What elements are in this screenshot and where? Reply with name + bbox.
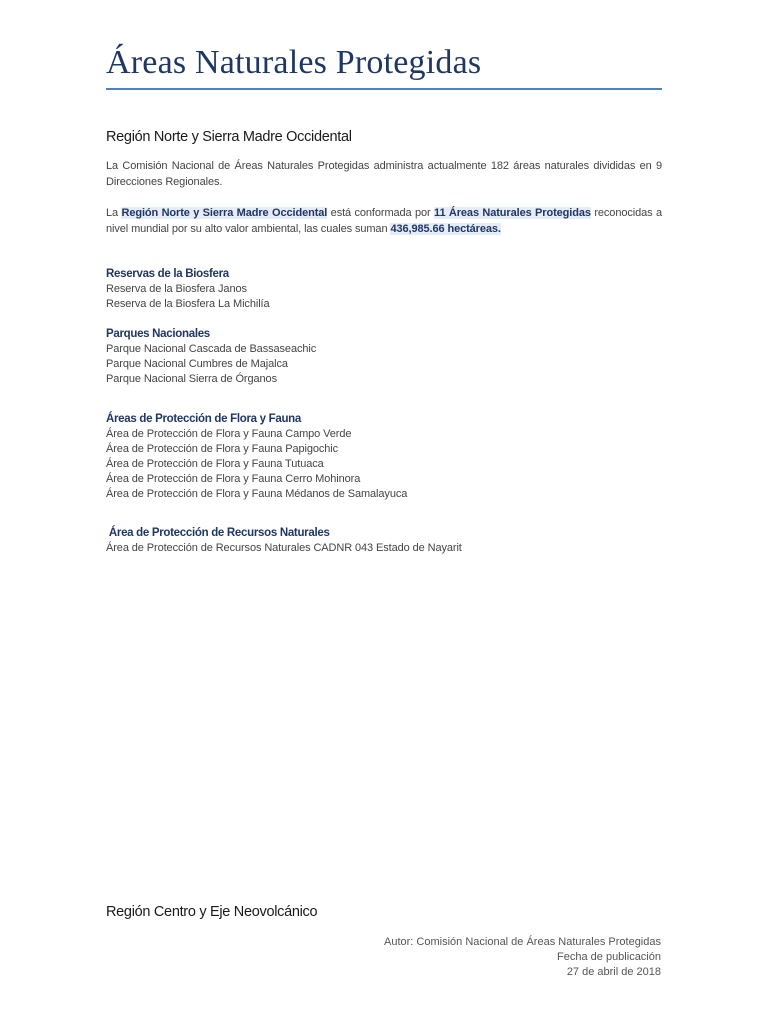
- section-heading-norte: Región Norte y Sierra Madre Occidental: [106, 129, 352, 145]
- group-parques-nacionales: [106, 327, 662, 387]
- list-item: Área de Protección de Flora y Fauna Tutuaca: [106, 458, 324, 470]
- author-line: Autor: Comisión Nacional de Áreas Naturales Protegidas: [384, 936, 661, 948]
- group-heading: Reservas de la Biosfera: [106, 268, 229, 280]
- group-heading: Parques Nacionales: [106, 328, 210, 340]
- group-flora-fauna: [106, 412, 662, 502]
- region-name-highlight: Región Norte y Sierra Madre Occidental: [121, 207, 328, 219]
- intro-paragraph: La Comisión Nacional de Áreas Naturales Protegidas administra actualmente 182 áreas naturales divididas en 9 Direcciones Regionales.: [106, 160, 662, 188]
- list-item: Reserva de la Biosfera Janos: [106, 283, 247, 295]
- group-list: [106, 541, 662, 556]
- list-item: Área de Protección de Recursos Naturales CADNR 043 Estado de Nayarit: [106, 542, 462, 554]
- group-reservas-biosfera: [106, 267, 662, 312]
- region-paragraph: [106, 205, 662, 237]
- list-item: Área de Protección de Flora y Fauna Campo Verde: [106, 428, 352, 440]
- group-list: [106, 342, 662, 387]
- title-underline: [106, 88, 662, 90]
- hectares-highlight: 436,985.66 hectáreas.: [390, 223, 501, 235]
- list-item: Parque Nacional Cascada de Bassaseachic: [106, 343, 317, 355]
- list-item: Reserva de la Biosfera La Michilía: [106, 298, 270, 310]
- group-list: [106, 427, 662, 502]
- area-count-highlight: 11 Áreas Naturales Protegidas: [434, 207, 591, 219]
- group-recursos-naturales: [106, 526, 662, 556]
- group-heading: Área de Protección de Recursos Naturales: [106, 527, 330, 539]
- publication-date: 27 de abril de 2018: [566, 966, 661, 978]
- publication-footer: [384, 935, 661, 980]
- region-text-3: reconocidas a nivel mundial por su alto valor ambiental, las cuales suman: [106, 207, 662, 235]
- group-list: [106, 282, 662, 312]
- list-item: Parque Nacional Sierra de Órganos: [106, 373, 277, 385]
- list-item: Área de Protección de Flora y Fauna Cerro Mohinora: [106, 473, 361, 485]
- list-item: Área de Protección de Flora y Fauna Papigochic: [106, 443, 339, 455]
- page-title: Áreas Naturales Protegidas: [106, 44, 482, 81]
- date-label: Fecha de publicación: [557, 951, 661, 963]
- list-item: Parque Nacional Cumbres de Majalca: [106, 358, 288, 370]
- region-text-1: La: [106, 207, 122, 219]
- section-heading-centro: Región Centro y Eje Neovolcánico: [106, 904, 318, 920]
- list-item: Área de Protección de Flora y Fauna Médanos de Samalayuca: [106, 488, 408, 500]
- region-text-2: está conformada por: [327, 207, 435, 219]
- group-heading: Áreas de Protección de Flora y Fauna: [106, 413, 301, 425]
